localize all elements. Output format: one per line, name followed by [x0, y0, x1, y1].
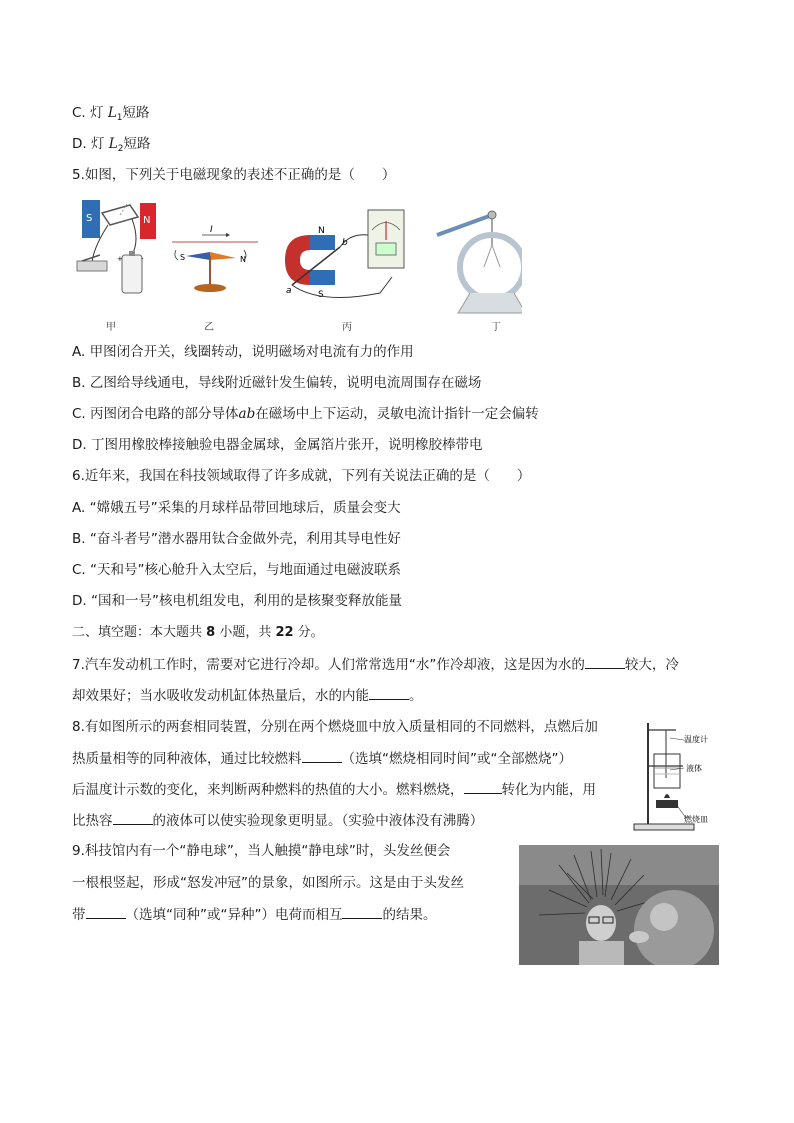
svg-text:N: N [240, 255, 246, 264]
q9-line-3: 带 （选填“同种”或“异种”）电荷而相互 的结果。 [72, 904, 436, 925]
beaker [654, 754, 680, 788]
q5-option-d: D. 丁图用橡胶棒接触验电器金属球，金属箔片张开，说明橡胶棒带电 [72, 437, 483, 453]
svg-text:S: S [180, 253, 186, 262]
answer-blank[interactable] [113, 810, 153, 825]
shirt [579, 941, 624, 965]
figure-jia-motor [72, 195, 167, 305]
q6-stem: 6.近年来，我国在科技领域取得了许多成就，下列有关说法正确的是（ ） [72, 468, 531, 484]
figure-bing-induction [280, 205, 410, 310]
q8-line-4: 比热容 的液体可以使实验现象更明显。（实验中液体没有沸腾） [72, 810, 483, 831]
q4-option-c: C. 灯 $L_1$短路 [72, 105, 150, 123]
svg-text:S: S [86, 213, 93, 224]
q6-option-b: B. “奋斗者号”潜水器用钛合金做外壳，利用其导电性好 [72, 531, 401, 547]
q8-line-3: 后温度计示数的变化，来判断两种燃料的热值的大小。燃料燃烧， 转化为内能，用 [72, 779, 596, 800]
svg-text:N: N [143, 215, 151, 226]
svg-text:液体: 液体 [686, 764, 702, 773]
answer-blank[interactable] [86, 904, 126, 919]
photo-static-electricity-ball [519, 845, 719, 965]
needle-orange-half [210, 252, 236, 260]
q5-stem: 5.如图，下列关于电磁现象的表述不正确的是（ ） [72, 167, 396, 183]
answer-blank[interactable] [302, 748, 342, 763]
q4-option-d: D. 灯 $L_2$短路 [72, 136, 151, 154]
switch [77, 261, 107, 271]
answer-blank[interactable] [464, 779, 502, 794]
figure-ding-electroscope [432, 205, 522, 320]
q9-line-1: 9.科技馆内有一个“静电球”，当人触摸“静电球”时，头发丝便会 [72, 843, 451, 859]
svg-text:a: a [286, 286, 292, 296]
burner-dish [656, 800, 678, 808]
q7-line-2: 却效果好；当水吸收发动机缸体热量后，水的内能 。 [72, 685, 423, 706]
svg-text:N: N [318, 226, 325, 236]
figure-label-yi: 乙 [204, 322, 214, 333]
needle-blue-half [186, 252, 210, 260]
q7-line-1: 7.汽车发动机工作时，需要对它进行冷却。人们常常选用“水”作冷却液，这是因为水的 较大，冷 [72, 654, 679, 675]
q9-line-2: 一根根竖起，形成“怒发冲冠”的景象，如图所示。这是由于头发丝 [72, 875, 464, 891]
electroscope-base [458, 293, 522, 313]
svg-text:温度计: 温度计 [684, 735, 708, 744]
electroscope-ring [460, 235, 522, 299]
figure-label-bing: 丙 [342, 322, 352, 333]
answer-blank[interactable] [342, 904, 382, 919]
q6-option-d: D. “国和一号”核电机组发电，利用的是核聚变释放能量 [72, 593, 402, 609]
section-heading-fill-in: 二、填空题：本大题共 8 小题，共 22 分。 [72, 625, 324, 640]
metal-ball [488, 211, 496, 219]
battery [122, 255, 142, 293]
q6-option-a: A. “嫦娥五号”采集的月球样品带回地球后，质量会变大 [72, 500, 401, 516]
answer-blank[interactable] [369, 685, 409, 700]
svg-text:I: I [210, 225, 213, 235]
figure-heating-apparatus [628, 718, 723, 834]
svg-text:S: S [318, 290, 324, 300]
svg-text:燃烧皿: 燃烧皿 [684, 815, 708, 824]
figure-yi-oersted [170, 220, 260, 300]
figure-label-ding: 丁 [491, 322, 501, 333]
svg-text:b: b [342, 238, 348, 248]
svg-text:-: - [141, 255, 144, 263]
q8-line-2: 热质量相等的同种液体，通过比较燃料 （选填“燃烧相同时间”或“全部燃烧”） [72, 748, 572, 769]
q5-option-b: B. 乙图给导线通电，导线附近磁针发生偏转，说明电流周围存在磁场 [72, 375, 482, 391]
needle-stand [194, 284, 226, 292]
q6-option-c: C. “天和号”核心舱升入太空后，与地面通过电磁波联系 [72, 562, 401, 578]
q5-option-a: A. 甲图闭合开关，线圈转动，说明磁场对电流有力的作用 [72, 344, 414, 360]
q8-line-1: 8.有如图所示的两套相同装置，分别在两个燃烧皿中放入质量相同的不同燃料，点燃后加 [72, 719, 598, 735]
svg-text:+: + [117, 255, 123, 263]
answer-blank[interactable] [585, 654, 625, 669]
rubber-rod [437, 215, 492, 235]
figure-label-jia: 甲 [106, 322, 116, 333]
hand [629, 931, 649, 943]
q5-option-c: C. 丙图闭合电路的部分导体ab在磁场中上下运动，灵敏电流计指针一定会偏转 [72, 406, 539, 422]
